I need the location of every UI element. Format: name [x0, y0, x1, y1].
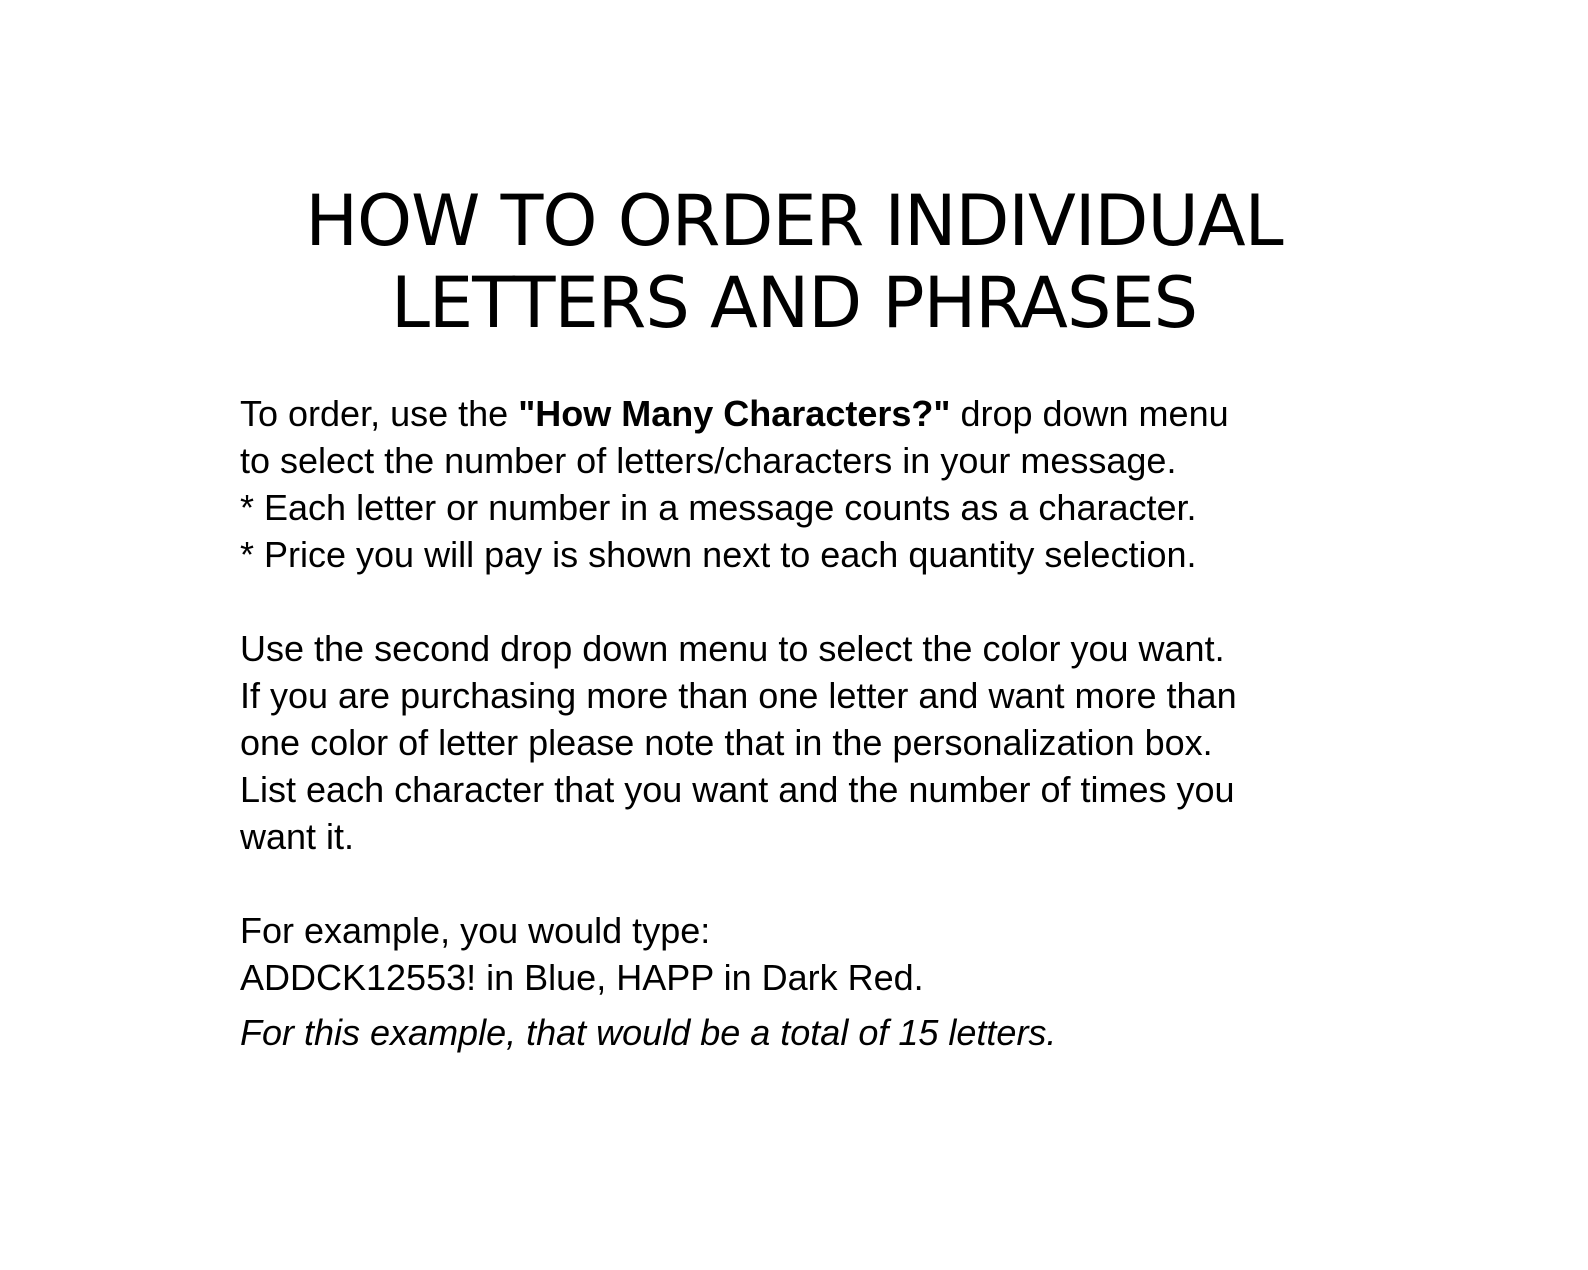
ordering-line-1	[240, 390, 1360, 437]
color-line-3: one color of letter please note that in the personalization box.	[240, 722, 1213, 763]
ordering-instructions	[240, 390, 1360, 578]
title-line-2: LETTERS AND PHRASES	[390, 262, 1198, 344]
color-line-2: If you are purchasing more than one letter and want more than	[240, 675, 1237, 716]
ordering-line-1-before: To order, use the	[240, 393, 519, 434]
instructions-body	[240, 390, 1360, 1056]
paragraph-spacer	[240, 860, 1360, 907]
ordering-line-1-after: drop down menu	[950, 393, 1229, 434]
ordering-line-2: to select the number of letters/characters in your message.	[240, 440, 1177, 481]
example-text: ADDCK12553! in Blue, HAPP in Dark Red.	[240, 957, 924, 998]
example-section	[240, 907, 1360, 1056]
color-line-1: Use the second drop down menu to select the color you want.	[240, 628, 1225, 669]
page-title	[0, 180, 1588, 344]
color-instructions	[240, 625, 1360, 860]
example-intro: For example, you would type:	[240, 910, 711, 951]
color-line-4: List each character that you want and the number of times you	[240, 769, 1235, 810]
color-line-5: want it.	[240, 816, 355, 857]
character-count-note: * Each letter or number in a message counts as a character.	[240, 487, 1197, 528]
title-line-1: HOW TO ORDER INDIVIDUAL	[305, 180, 1283, 262]
paragraph-spacer	[240, 578, 1360, 625]
dropdown-name-highlight: "How Many Characters?"	[518, 393, 951, 434]
example-total-note: For this example, that would be a total of 15 letters.	[240, 1012, 1057, 1053]
price-note: * Price you will pay is shown next to each quantity selection.	[240, 534, 1197, 575]
